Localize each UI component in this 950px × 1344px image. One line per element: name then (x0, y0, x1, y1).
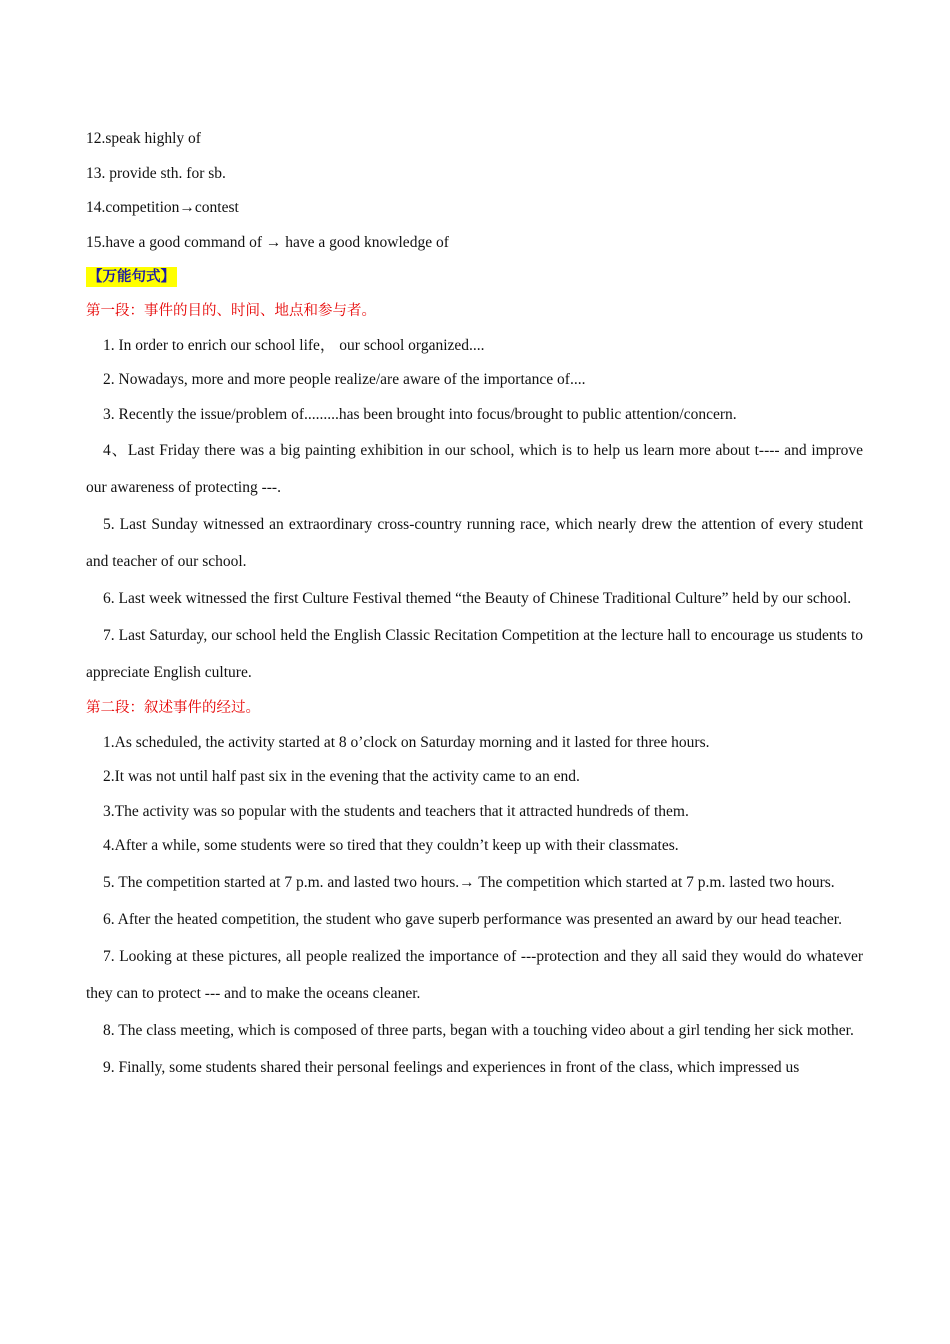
document-page (86, 122, 863, 1086)
sentence-item: 3.The activity was so popular with the students and teachers that it attracted hundreds of them. (103, 802, 689, 820)
sentence-item: 6. Last week witnessed the first Culture Festival themed “the Beauty of Chinese Traditional Culture” held by our school. (103, 590, 852, 607)
phrase-line: 15.have a good command of → have a good knowledge of (86, 233, 449, 251)
sentence-item: 2. Nowadays, more and more people realize/are aware of the importance of.... (103, 371, 586, 388)
sentence-item: 1.As scheduled, the activity started at 8 o’clock on Saturday morning and it lasted for three hours. (103, 733, 710, 751)
phrase-line: 12.speak highly of (86, 130, 201, 147)
section-title: 第一段：事件的目的、时间、地点和参与者。 (86, 303, 376, 319)
section-title: 第二段：叙述事件的经过。 (86, 700, 260, 716)
sentence-item: 4.After a while, some students were so tired that they couldn’t keep up with their classmates. (103, 837, 679, 854)
sentence-item: 8. The class meeting, which is composed of three parts, began with a touching video about a girl tending her sick mother. (103, 1021, 854, 1039)
sentence-item: 5. Last Sunday witnessed an extraordinary cross-country running race, which nearly drew the attention of every student and teacher of our school. (86, 516, 863, 570)
sentence-item: 7. Looking at these pictures, all people realized the importance of ---protection and they all said they would do whatever they can to protect --- and to make the oceans cleaner. (86, 947, 863, 1002)
sentence-item: 9. Finally, some students shared their personal feelings and experiences in front of the class, which impressed us (103, 1058, 800, 1076)
sentence-item: 3. Recently the issue/problem of.........has been brought into focus/brought to public attention/concern. (103, 405, 737, 423)
sentence-item: 7. Last Saturday, our school held the English Classic Recitation Competition at the lecture hall to encourage us students to appreciate English culture. (86, 627, 863, 681)
sentence-item: 4、Last Friday there was a big painting exhibition in our school, which is to help us learn more about t---- and improve our awareness of protecting ---. (86, 442, 863, 496)
sentence-item: 2.It was not until half past six in the evening that the activity came to an end. (103, 768, 580, 785)
sentence-item: 6. After the heated competition, the student who gave superb performance was presented an award by our head teacher. (103, 910, 842, 928)
phrase-line: 13. provide sth. for sb. (86, 164, 226, 182)
phrase-line: 14.competition→contest (86, 199, 239, 216)
sentence-item: 1. In order to enrich our school life， our school organized.... (103, 336, 485, 354)
universal-sentences-heading: 【万能句式】 (88, 269, 175, 285)
sentence-item: 5. The competition started at 7 p.m. and lasted two hours.→ The competition which started at 7 p.m. lasted two hours. (103, 873, 835, 891)
